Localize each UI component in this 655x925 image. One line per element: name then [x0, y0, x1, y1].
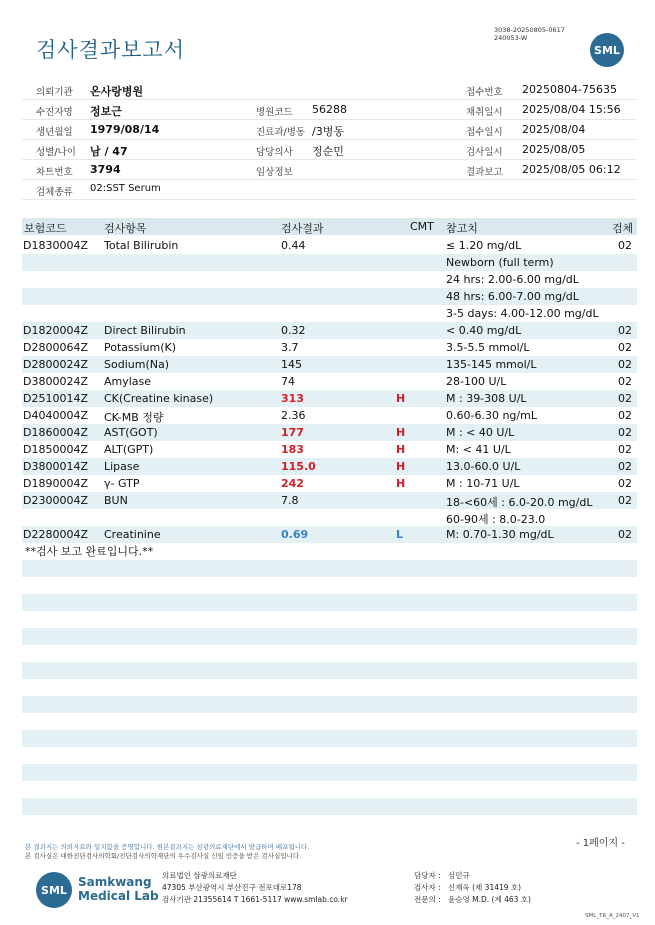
dob-value: 1979/08/14	[90, 123, 160, 136]
company-name	[78, 875, 159, 903]
row-stripe	[22, 560, 637, 577]
info-row	[22, 80, 637, 100]
info-row	[22, 100, 637, 120]
patient-value: 정보근	[90, 105, 122, 118]
cell-specimen: 02	[618, 477, 632, 490]
staff-value: 윤승영 M.D. (제 463 호)	[448, 895, 531, 904]
cell-specimen: 02	[618, 528, 632, 541]
cell-code: D1820004Z	[23, 324, 88, 337]
sml-logo: SML	[590, 33, 624, 67]
column-header: 검체	[612, 222, 634, 235]
form-code: SML_TR_A_2407_V1	[585, 913, 640, 919]
cell-ref: ≤ 1.20 mg/dL	[446, 239, 522, 252]
cell-ref: M : 39-308 U/L	[446, 392, 527, 405]
hospital-code-value: 56288	[312, 103, 347, 116]
cell-code: D3800024Z	[23, 375, 88, 388]
cell-ref: 48 hrs: 6.00-7.00 mg/dL	[446, 290, 579, 303]
cell-ref: 28-100 U/L	[446, 375, 507, 388]
doctor-value: 정순민	[312, 145, 344, 158]
document-id-line: 3038-20250805-0617	[494, 26, 565, 34]
column-header: 검사항목	[104, 222, 147, 235]
cell-result: 0.44	[281, 239, 306, 252]
staff-label: 담당자 :	[414, 871, 441, 880]
staff-value: 신재욱 (제 31419 호)	[448, 883, 522, 892]
cell-item: CK(Creatine kinase)	[104, 392, 214, 405]
cell-result: 0.69	[281, 528, 309, 541]
cell-code: D1850004Z	[23, 443, 88, 456]
cell-specimen: 02	[618, 324, 632, 337]
cell-specimen: 02	[618, 494, 632, 507]
institution-value: 온사랑병원	[90, 85, 144, 98]
company-name-line: Samkwang	[78, 875, 152, 889]
cell-item: ALT(GPT)	[104, 443, 154, 456]
cell-ref: 60-90세 : 8.0-23.0	[446, 513, 546, 526]
cell-code: D1890004Z	[23, 477, 88, 490]
specimen-label: 검체종류	[36, 187, 73, 198]
cell-flag: H	[396, 460, 406, 473]
cell-ref: M: < 41 U/L	[446, 443, 511, 456]
footnote: 본 결과지는 의뢰자료와 일치함을 증명합니다. 원본결과지는 삼광의료재단에서 발급하며 배포됩니다.	[25, 843, 310, 851]
cell-code: D2510014Z	[23, 392, 88, 405]
report-title: 검사결과보고서	[36, 38, 186, 62]
staff-label: 검사자 :	[414, 883, 441, 892]
info-row	[22, 140, 637, 160]
column-header: 보험코드	[24, 222, 67, 235]
cell-result: 74	[281, 375, 295, 388]
row-stripe	[22, 662, 637, 679]
cell-result: 242	[281, 477, 304, 490]
cell-code: D1860004Z	[23, 426, 88, 439]
cell-ref: 3.5-5.5 mmol/L	[446, 341, 530, 354]
cell-specimen: 02	[618, 239, 632, 252]
footnote: 본 검사실은 대한진단검사의학회/진단검사의학재단의 우수검사실 신임 인증을 받은 검사실입니다.	[25, 852, 302, 860]
specimen-value: 02:SST Serum	[90, 183, 161, 194]
cell-ref: 24 hrs: 2.00-6.00 mg/dL	[446, 273, 579, 286]
receipt-date-label: 접수일시	[466, 127, 503, 138]
info-row	[22, 160, 637, 180]
info-row	[22, 180, 637, 200]
sml-logo-mark: SML	[36, 872, 72, 908]
org-name: 의료법인 삼광의료재단	[162, 871, 237, 880]
organization-info	[162, 870, 348, 906]
cell-result: 7.8	[281, 494, 299, 507]
cell-specimen: 02	[618, 460, 632, 473]
cell-specimen: 02	[618, 341, 632, 354]
cell-result: 145	[281, 358, 302, 371]
cell-item: Creatinine	[104, 528, 161, 541]
cell-ref: 3-5 days: 4.00-12.00 mg/dL	[446, 307, 599, 320]
cell-specimen: 02	[618, 358, 632, 371]
cell-item: γ- GTP	[104, 477, 140, 490]
cell-flag: L	[396, 528, 404, 541]
company-name-line: Medical Lab	[78, 889, 159, 903]
cell-specimen: 02	[618, 375, 632, 388]
cell-specimen: 02	[618, 443, 632, 456]
report-date-label: 결과보고	[466, 167, 503, 178]
cell-result: 115.0	[281, 460, 316, 473]
column-header: CMT	[410, 220, 434, 233]
cell-flag: H	[396, 426, 406, 439]
cell-item: Sodium(Na)	[104, 358, 169, 371]
cell-flag: H	[396, 477, 406, 490]
dept-value: /3병동	[312, 125, 344, 138]
cell-item: Total Bilirubin	[104, 239, 179, 252]
cell-result: 2.36	[281, 409, 306, 422]
staff-info	[414, 870, 531, 906]
cell-code: D2800064Z	[23, 341, 88, 354]
cell-result: 0.32	[281, 324, 306, 337]
cell-specimen: 02	[618, 426, 632, 439]
document-id	[494, 26, 565, 42]
org-contact: 검사기관 21355614 T 1661-5117 www.smlab.co.kr	[162, 895, 348, 904]
row-stripe	[22, 696, 637, 713]
report-complete-note: **검사 보고 완료입니다.**	[25, 545, 154, 558]
cell-specimen: 02	[618, 392, 632, 405]
dob-label: 생년월일	[36, 127, 73, 138]
row-stripe	[22, 798, 637, 815]
collect-date-label: 채취일시	[466, 107, 503, 118]
cell-ref: M : < 40 U/L	[446, 426, 515, 439]
cell-code: D2800024Z	[23, 358, 88, 371]
cell-item: Amylase	[104, 375, 152, 388]
cell-code: D4040004Z	[23, 409, 88, 422]
cell-item: Potassium(K)	[104, 341, 177, 354]
chart-no-value: 3794	[90, 163, 121, 176]
cell-specimen: 02	[618, 409, 632, 422]
cell-item: BUN	[104, 494, 128, 507]
cell-result: 177	[281, 426, 304, 439]
cell-result: 3.7	[281, 341, 299, 354]
row-stripe	[22, 594, 637, 611]
test-date-value: 2025/08/05	[522, 143, 586, 156]
sex-age-value: 남 / 47	[90, 145, 128, 158]
row-stripe	[22, 730, 637, 747]
staff-label: 전문의 :	[414, 895, 441, 904]
cell-code: D2280004Z	[23, 528, 88, 541]
column-header: 참고치	[446, 222, 478, 235]
result-table-header	[22, 218, 637, 235]
cell-item: Direct Bilirubin	[104, 324, 186, 337]
row-stripe	[22, 628, 637, 645]
row-stripe	[22, 764, 637, 781]
cell-code: D3800014Z	[23, 460, 88, 473]
document-id-line: 240053-W	[494, 34, 528, 42]
cell-code: D2300004Z	[23, 494, 88, 507]
report-date-value: 2025/08/05 06:12	[522, 163, 621, 176]
institution-label: 의뢰기관	[36, 87, 73, 98]
cell-flag: H	[396, 392, 406, 405]
cell-ref: 0.60-6.30 ng/mL	[446, 409, 537, 422]
dept-label: 진료과/병동	[256, 127, 306, 138]
cell-item: CK-MB 정량	[104, 411, 164, 424]
cell-result: 313	[281, 392, 304, 405]
cell-item: AST(GOT)	[104, 426, 158, 439]
clinical-label: 임상정보	[256, 167, 293, 178]
doctor-label: 담당의사	[256, 147, 293, 158]
staff-value: 심민규	[448, 871, 470, 880]
cell-flag: H	[396, 443, 406, 456]
cell-ref: M : 10-71 U/L	[446, 477, 520, 490]
chart-no-label: 차트번호	[36, 167, 73, 178]
sex-age-label: 성별/나이	[36, 147, 76, 158]
receipt-no-label: 접수번호	[466, 87, 503, 98]
cell-ref: 13.0-60.0 U/L	[446, 460, 521, 473]
hospital-code-label: 병원코드	[256, 107, 293, 118]
info-row	[22, 120, 637, 140]
column-header: 검사결과	[281, 222, 324, 235]
page-number: - 1페이지 -	[576, 838, 625, 849]
receipt-date-value: 2025/08/04	[522, 123, 586, 136]
cell-ref: M: 0.70-1.30 mg/dL	[446, 528, 554, 541]
cell-ref: 135-145 mmol/L	[446, 358, 537, 371]
org-address: 47305 부산광역시 부산진구 전포대로178	[162, 883, 302, 892]
cell-item: Lipase	[104, 460, 140, 473]
cell-code: D1830004Z	[23, 239, 88, 252]
collect-date-value: 2025/08/04 15:56	[522, 103, 621, 116]
receipt-no-value: 20250804-75635	[522, 83, 617, 96]
cell-ref: 18-<60세 : 6.0-20.0 mg/dL	[446, 496, 593, 509]
test-date-label: 검사일시	[466, 147, 503, 158]
patient-label: 수진자명	[36, 107, 73, 118]
cell-ref: Newborn (full term)	[446, 256, 554, 269]
cell-ref: < 0.40 mg/dL	[446, 324, 522, 337]
cell-result: 183	[281, 443, 304, 456]
